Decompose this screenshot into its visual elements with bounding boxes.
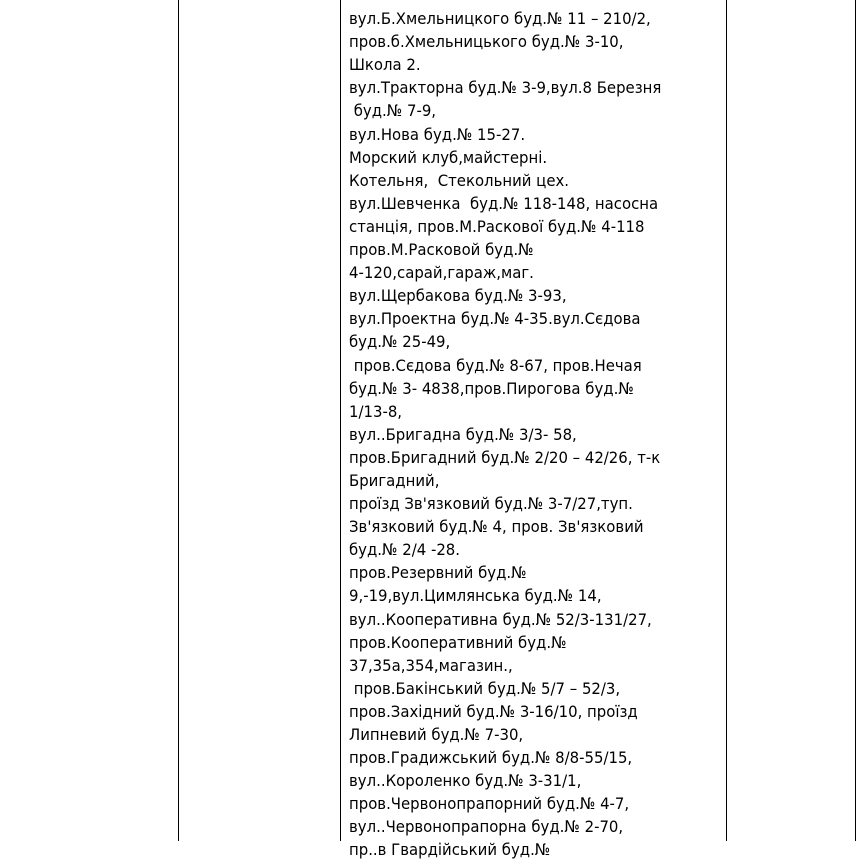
address-line: Липневий буд.№ 7-30, [349, 725, 524, 744]
table-border-right [726, 0, 727, 841]
address-line: пров.Червонопрапорний буд.№ 4-7, [349, 794, 630, 814]
address-line [349, 0, 721, 7]
address-line: пров.Бригадний буд.№ 2/20 – 42/26, т-к [349, 447, 661, 467]
address-list-cell [349, 0, 721, 862]
address-line: пров.М.Расковой буд.№ [349, 240, 534, 260]
page-edge-line [855, 0, 856, 841]
address-line: пров.Резервний буд.№ [349, 563, 527, 583]
address-line: 1/13-8, [349, 401, 403, 421]
table-border-column-divider [340, 0, 341, 841]
address-line: буд.№ 2/4 -28. [349, 540, 461, 560]
address-line: пров.Бакінський буд.№ 5/7 – 52/3, [349, 678, 621, 698]
address-line: 4-120,сарай,гараж,маг. [349, 263, 534, 283]
address-line: 37,35а,354,магазин., [349, 655, 513, 675]
address-line: пров.Сєдова буд.№ 8-67, пров.Нечая [349, 355, 642, 375]
address-line: Котельня, Стекольний цех. [349, 170, 570, 190]
address-line: пров.Кооперативний буд.№ [349, 632, 567, 652]
address-line: буд.№ 3- 4838,пров.Пирогова буд.№ [349, 378, 634, 398]
address-line: Морский клуб,майстерні. [349, 147, 548, 167]
address-line: Бригадний, [349, 470, 440, 490]
address-line: вул.Тракторна буд.№ 3-9,вул.8 Березня [349, 78, 662, 98]
address-line: вул..Кооперативна буд.№ 52/3-131/27, [349, 609, 652, 629]
address-line: 9,-19,вул.Цимлянська буд.№ 14, [349, 586, 602, 606]
address-line: Зв'язковий буд.№ 4, пров. Зв'язковий [349, 517, 644, 537]
address-line: вул.Б.Хмельницкого буд.№ 11 – 210/2, [349, 9, 651, 29]
address-line: вул..Бригадна буд.№ 3/3- 58, [349, 424, 577, 444]
address-line: вул..Короленко буд.№ 3-31/1, [349, 771, 582, 791]
table-border-left [178, 0, 179, 841]
address-line: буд.№ 7-9, [349, 101, 437, 121]
address-line: вул.Щербакова буд.№ 3-93, [349, 286, 567, 306]
address-line: Школа 2. [349, 55, 421, 75]
address-line: пров.Градижський буд.№ 8/8-55/15, [349, 748, 633, 768]
address-line: вул.Проектна буд.№ 4-35.вул.Сєдова [349, 309, 641, 329]
address-line: станція, пров.М.Раскової буд.№ 4-118 [349, 216, 645, 236]
address-line: буд.№ 25-49, [349, 332, 451, 352]
address-line: проїзд Зв'язковий буд.№ 3-7/27,туп. [349, 494, 633, 514]
address-line: вул.Шевченка буд.№ 118-148, насосна [349, 193, 659, 213]
address-line: вул..Червонопрапорна буд.№ 2-70, [349, 817, 624, 837]
address-line: пр..в Гвардійський буд.№ [349, 840, 551, 860]
address-line: пров.Західний буд.№ 3-16/10, проїзд [349, 701, 638, 721]
address-line: пров.б.Хмельницького буд.№ 3-10, [349, 32, 624, 52]
address-line: вул.Нова буд.№ 15-27. [349, 124, 526, 144]
